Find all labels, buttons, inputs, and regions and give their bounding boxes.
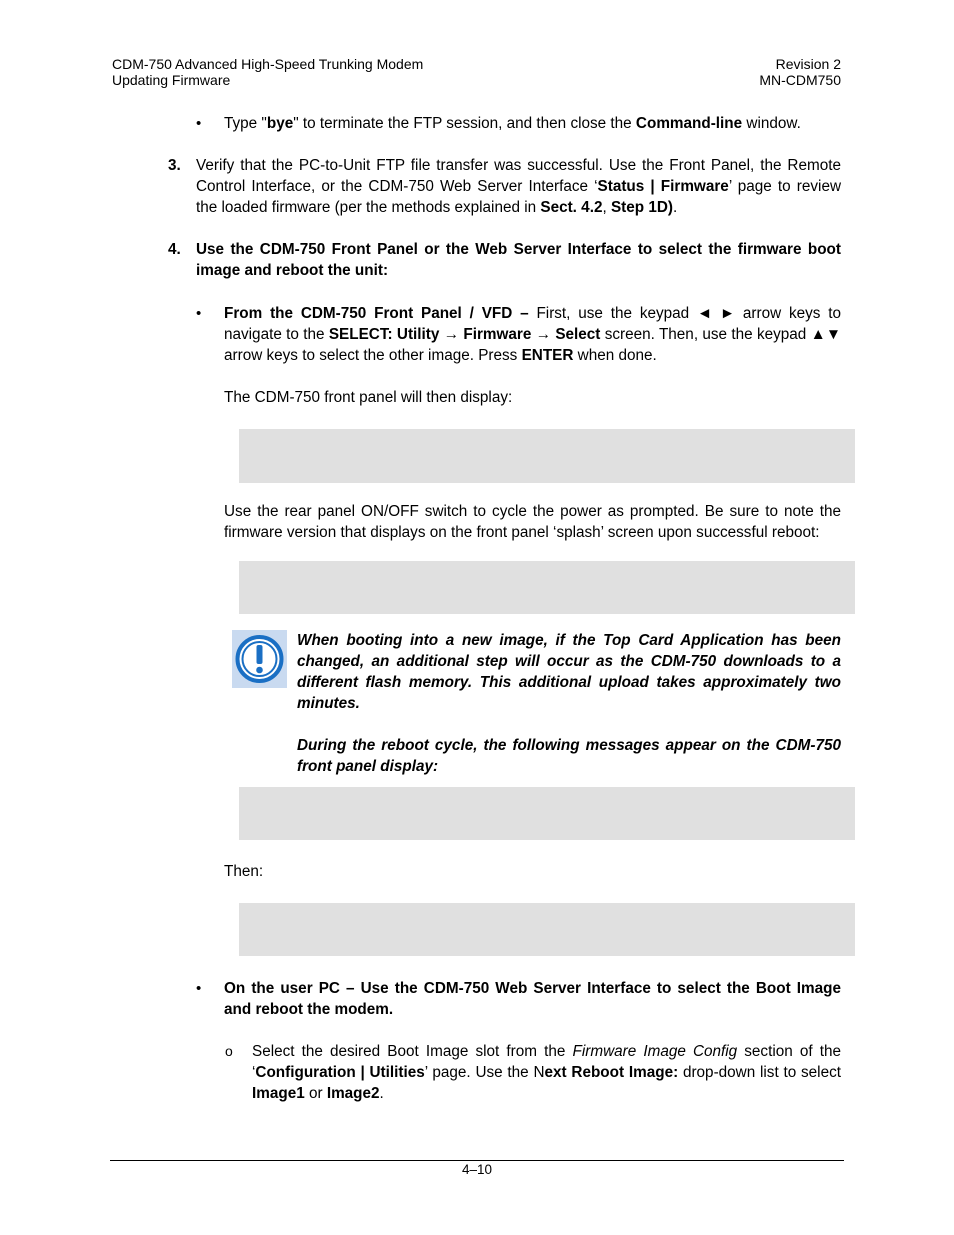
then-label: Then: [224, 863, 264, 880]
important-notice-icon [232, 630, 287, 688]
manual-number: MN-CDM750 [759, 72, 841, 88]
note-paragraph-2: During the reboot cycle, the following messages appear on the CDM-750 front panel display: [297, 737, 841, 775]
chapter-title: Updating Firmware [112, 72, 231, 88]
bullet-marker: • [196, 115, 202, 132]
display-intro-text: The CDM-750 front panel will then display: [224, 389, 513, 406]
page-number: 4–10 [461, 1162, 493, 1177]
web-server-instruction: On the user PC – Use the CDM-750 Web Server Interface to select the Boot Image and reboot the modem. [224, 980, 841, 1018]
reboot-message-display-box-1 [239, 787, 855, 840]
boot-image-select-text: Select the desired Boot Image slot from the Firmware Image Config section of the ‘Configuration | Utilities’ page. Use the Next Reboot Image: drop-down list to select Image1 or Image2. [252, 1043, 841, 1102]
bye-instruction: Type "bye" to terminate the FTP session, and then close the Command-line window. [224, 115, 801, 132]
running-header-left [112, 56, 423, 88]
footer-rule [110, 1160, 844, 1161]
note-paragraph-1: When booting into a new image, if the Top Card Application has been changed, an additional step will occur as the CDM-750 downloads to a different flash memory. This additional upload takes approximately two minutes. [297, 632, 841, 712]
step-4-number: 4. [168, 241, 181, 258]
document-title: CDM-750 Advanced High-Speed Trunking Modem [112, 56, 424, 72]
bullet-marker: • [196, 980, 202, 997]
step-3-number: 3. [168, 157, 181, 174]
splash-screen-display-box [239, 561, 855, 614]
step-3-text: Verify that the PC-to-Unit FTP file transfer was successful. Use the Front Panel, the Remote Control Interface, or the CDM-750 Web Server Interface ‘Status | Firmware’ page to review the loaded firmware (per the methods explained in Sect. 4.2, Step 1D). [196, 157, 841, 216]
cycle-power-text: Use the rear panel ON/OFF switch to cycle the power as prompted. Be sure to note the firmware version that displays on the front panel ‘splash’ screen upon successful reboot: [224, 503, 841, 541]
step-4-text: Use the CDM-750 Front Panel or the Web Server Interface to select the firmware boot image and reboot the unit: [196, 241, 841, 279]
front-panel-instruction: From the CDM-750 Front Panel / VFD – First, use the keypad ◄ ► arrow keys to navigate to the SELECT: Utility → Firmware → Select screen. Then, use the keypad ▲▼ arrow keys to select the other image. Press ENTER when done. [224, 305, 841, 364]
front-panel-display-box [239, 429, 855, 483]
bullet-marker: • [196, 305, 202, 322]
sub-bullet-marker: o [225, 1043, 233, 1059]
revision-label: Revision 2 [775, 56, 841, 72]
reboot-message-display-box-2 [239, 903, 855, 956]
running-header-right [759, 56, 841, 88]
